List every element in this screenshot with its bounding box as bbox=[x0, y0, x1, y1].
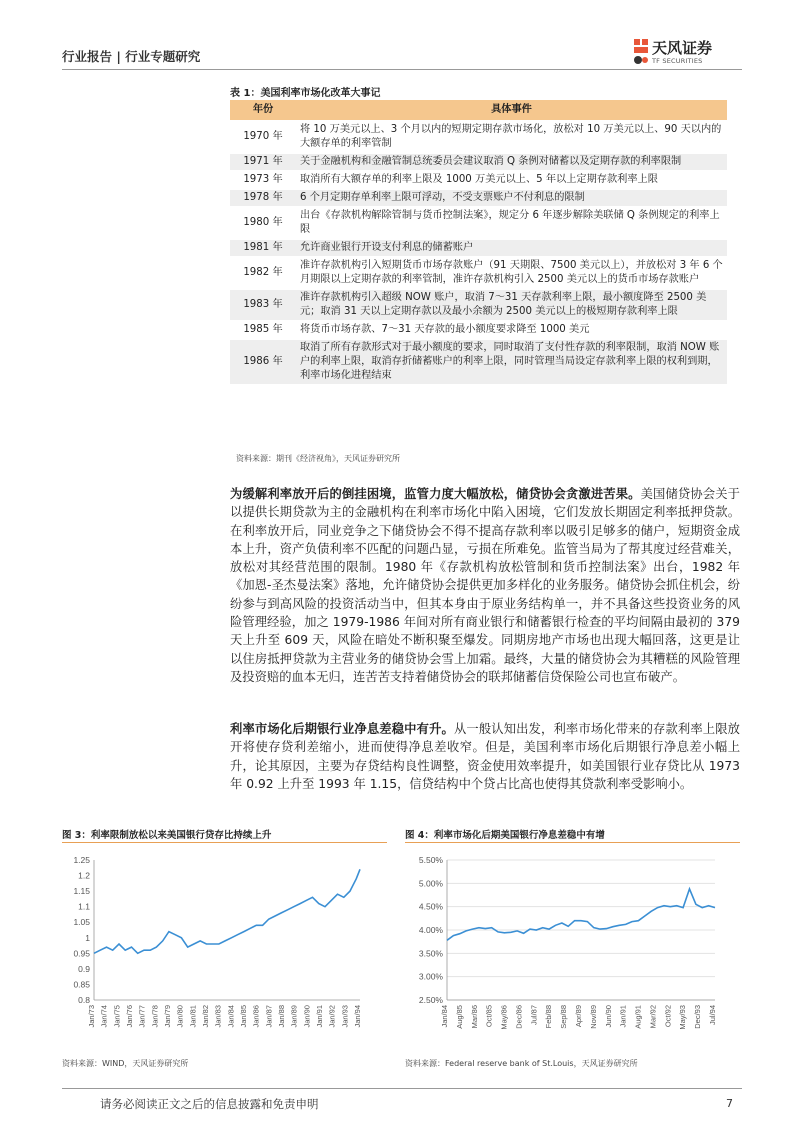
y-tick-label: 1 bbox=[85, 932, 90, 943]
figure-4-source: 资料来源：Federal reserve bank of St.Louis，天风证券研究所 bbox=[405, 1059, 638, 1068]
x-tick-label: Mar/92 bbox=[648, 1005, 658, 1029]
paragraph-body: 美国储贷协会关于以提供长期贷款为主的金融机构在利率市场化中陷入困境，它们发放长期固定利率抵押贷款。在利率放开后，同业竞争之下储贷协会不得不提高存款利率以吸引足够多的储户，短期资金成本上升，资产负债利率不匹配的问题凸显，亏损在所难免。监管当局为了帮其度过经营难关，放松对其经营范围的限制。1980 年《存款机构放松管制和货币控制法案》出台，1982 年《加恩-圣杰曼法案》落地，允许储贷协会提供更加多样化的业务服务。储贷协会抓住机会，纷纷参与到高风险的投资活动当中，但其本身由于原业务结构单一，并不具备这些投资业务的风险管理经验，加之 1979-1986 年间对所有商业银行和储蓄银行检查的平均间隔由最初的 379 天上升至 609 天，风险在暗处不断积聚至爆发。同期房地产市场也出现大幅回落，这更是让以住房抵押贷款为主营业务的储贷协会雪上加霜。最终，大量的储贷协会为其糟糕的风险管理及投资赔的血本无归，连苦苦支持着储贷协会的联邦储蓄信贷保险公司也宣布破产。 bbox=[230, 487, 740, 684]
x-tick-label: Jan/94 bbox=[353, 1005, 362, 1028]
y-tick-label: 3.50% bbox=[418, 948, 443, 959]
figure-4-title: 图 4：利率市场化后期美国银行净息差稳中有增 bbox=[405, 830, 605, 841]
y-tick-label: 5.00% bbox=[418, 878, 443, 889]
y-tick-label: 5.50% bbox=[418, 855, 443, 865]
table-row bbox=[230, 172, 727, 188]
logo-name-en: TF SECURITIES bbox=[652, 57, 703, 65]
cell-event: 出台《存款机构解除管制与货币控制法案》，规定分 6 年逐步解除美联储 Q 条例规定的利率上限 bbox=[300, 210, 720, 235]
table-row bbox=[230, 240, 727, 256]
y-tick-label: 4.00% bbox=[418, 925, 443, 935]
y-tick-label: 1.2 bbox=[78, 870, 90, 881]
x-tick-label: Jan/74 bbox=[99, 1005, 109, 1028]
x-tick-label: Jul/94 bbox=[708, 1005, 717, 1026]
logo-name-cn: 天风证券 bbox=[652, 39, 713, 57]
y-tick-label: 0.9 bbox=[78, 963, 90, 974]
paragraph-lead: 利率市场化后期银行业净息差稳中有升。 bbox=[230, 722, 454, 736]
header-divider bbox=[62, 69, 742, 70]
figure-3-source: 资料来源：WIND，天风证券研究所 bbox=[62, 1059, 189, 1068]
cell-event: 6 个月定期存单利率上限可浮动，不受支票账户不付利息的限制 bbox=[296, 190, 727, 206]
cell-year: 1981 年 bbox=[230, 240, 296, 256]
x-tick-label: Sep/88 bbox=[559, 1005, 569, 1029]
column-header-event: 具体事件 bbox=[296, 100, 727, 120]
x-tick-label: Jan/80 bbox=[175, 1005, 185, 1028]
x-tick-label: Jan/91 bbox=[315, 1005, 324, 1028]
y-tick-label: 2.50% bbox=[418, 995, 443, 1005]
x-tick-label: Jan/90 bbox=[302, 1005, 312, 1028]
x-tick-label: Jan/85 bbox=[239, 1005, 248, 1028]
cell-year: 1985 年 bbox=[243, 324, 283, 335]
y-tick-label: 0.85 bbox=[73, 979, 90, 990]
events-table bbox=[230, 98, 727, 386]
x-tick-label: Oct/92 bbox=[663, 1005, 673, 1028]
table-row bbox=[230, 290, 727, 320]
cell-year: 1986 年 bbox=[230, 340, 296, 384]
x-tick-label: Jan/84 bbox=[226, 1005, 236, 1028]
x-tick-label: Jun/90 bbox=[603, 1005, 613, 1028]
table-row bbox=[230, 122, 727, 152]
x-tick-label: Jan/89 bbox=[289, 1005, 299, 1028]
x-tick-label: Oct/85 bbox=[484, 1005, 494, 1028]
cell-event: 将 10 万美元以上、3 个月以内的短期定期存款市场化，放松对 10 万美元以上、90 天以内的大额存单的利率管制 bbox=[300, 124, 722, 149]
x-tick-label: Feb/88 bbox=[544, 1005, 554, 1029]
cell-year: 1970 年 bbox=[243, 131, 283, 142]
x-tick-label: Jan/91 bbox=[618, 1005, 628, 1028]
y-tick-label: 3.00% bbox=[418, 971, 443, 982]
table-row bbox=[230, 258, 727, 288]
paragraph-lead: 为缓解利率放开后的倒挂困境，监管力度大幅放松，储贷协会贪激进苦果。 bbox=[230, 487, 641, 501]
series-line bbox=[94, 869, 360, 953]
y-tick-label: 0.95 bbox=[73, 948, 90, 959]
cell-year: 1983 年 bbox=[230, 290, 296, 320]
x-tick-label: Jan/77 bbox=[137, 1005, 147, 1028]
x-tick-label: Jan/93 bbox=[340, 1005, 350, 1028]
table-row bbox=[230, 208, 727, 238]
y-tick-label: 1.25 bbox=[73, 855, 90, 865]
x-tick-label: Jan/82 bbox=[201, 1005, 210, 1028]
x-tick-label: Jan/86 bbox=[251, 1005, 261, 1028]
footer-divider bbox=[62, 1088, 742, 1089]
figure-3-title: 图 3：利率限制放松以来美国银行贷存比持续上升 bbox=[62, 830, 272, 841]
x-tick-label: Jan/79 bbox=[163, 1005, 172, 1028]
table-row bbox=[230, 154, 727, 170]
cell-year: 1982 年 bbox=[243, 267, 283, 278]
x-tick-label: Jan/87 bbox=[264, 1005, 274, 1028]
x-tick-label: Jan/76 bbox=[125, 1005, 134, 1028]
figure-4-rule bbox=[405, 842, 740, 843]
x-tick-label: Jan/78 bbox=[150, 1005, 160, 1028]
cell-year: 1980 年 bbox=[243, 217, 283, 228]
x-tick-label: Dec/93 bbox=[693, 1005, 703, 1029]
x-tick-label: Jan/83 bbox=[213, 1005, 223, 1028]
x-tick-label: May/86 bbox=[499, 1005, 509, 1030]
y-tick-label: 4.50% bbox=[418, 901, 443, 912]
y-tick-label: 1.15 bbox=[73, 886, 90, 897]
table-row bbox=[230, 322, 727, 338]
report-category: 行业报告 | 行业专题研究 bbox=[62, 49, 201, 64]
table-row bbox=[230, 340, 727, 384]
x-tick-label: Mar/86 bbox=[469, 1005, 479, 1029]
y-tick-label: 1.05 bbox=[73, 917, 90, 928]
figure-3-chart bbox=[62, 850, 387, 1050]
x-tick-label: Jan/92 bbox=[327, 1005, 337, 1028]
table-source: 资料来源：期刊《经济视角》，天风证券研究所 bbox=[236, 454, 400, 463]
x-tick-label: Jan/81 bbox=[188, 1005, 198, 1028]
table-title: 表 1：美国利率市场化改革大事记 bbox=[230, 88, 381, 99]
cell-event: 取消所有大额存单的利率上限及 1000 万美元以上、5 年以上定期存款利率上限 bbox=[300, 174, 658, 185]
logo-mark-icon bbox=[632, 37, 650, 67]
cell-year: 1978 年 bbox=[230, 190, 296, 206]
x-tick-label: Jan/73 bbox=[87, 1005, 96, 1028]
cell-event: 准许存款机构引入短期货币市场存款账户（91 天期限、7500 美元以上），并放松对 3 年 6 个月期限以上定期存款的利率管制，准许存款机构引入 2500 美元以上的货币市场存款账户 bbox=[300, 260, 723, 285]
y-tick-label: 1.1 bbox=[78, 901, 90, 912]
y-tick-label: 0.8 bbox=[78, 995, 90, 1005]
events-table-body bbox=[230, 122, 727, 384]
cell-event: 关于金融机构和金融管制总统委员会建议取消 Q 条例对储蓄以及定期存款的利率限制 bbox=[296, 154, 727, 170]
cell-year: 1973 年 bbox=[243, 174, 283, 185]
x-tick-label: Aug/85 bbox=[454, 1005, 464, 1029]
column-header-year: 年份 bbox=[230, 100, 296, 120]
cell-event: 准许存款机构引入超级 NOW 账户，取消 7～31 天存款利率上限，最小额度降至 2500 美元；取消 31 天以上定期存款以及最小余额为 2500 美元以上的极短期存款利率上限 bbox=[296, 290, 727, 320]
x-tick-label: Nov/89 bbox=[588, 1005, 598, 1029]
body-paragraph-net-interest-margin bbox=[230, 720, 740, 793]
x-tick-label: Dec/86 bbox=[514, 1005, 524, 1029]
figure-4-chart bbox=[405, 850, 740, 1050]
cell-event: 取消了所有存款形式对于最小额度的要求，同时取消了支付性存款的利率限制，取消 NOW 账户的利率上限，取消存折储蓄账户的利率上限，同时管理当局设定存款利率上限的权利到期，利率市场化进程结束 bbox=[296, 340, 727, 384]
x-tick-label: Apr/89 bbox=[574, 1005, 583, 1028]
body-paragraph-savings-loan bbox=[230, 485, 740, 686]
x-tick-label: Jul/87 bbox=[529, 1005, 539, 1026]
series-line bbox=[447, 889, 715, 940]
cell-event: 允许商业银行开设支付利息的储蓄账户 bbox=[296, 240, 727, 256]
x-tick-label: Jan/88 bbox=[277, 1005, 286, 1028]
x-tick-label: May/93 bbox=[678, 1005, 688, 1030]
x-tick-label: Jan/84 bbox=[440, 1005, 449, 1028]
cell-event: 将货币市场存款、7～31 天存款的最小额度要求降至 1000 美元 bbox=[300, 324, 590, 335]
x-tick-label: Jan/75 bbox=[112, 1005, 122, 1028]
x-tick-label: Aug/91 bbox=[633, 1005, 643, 1029]
paragraph-body: 从一般认知出发，利率市场化带来的存款利率上限放开将使存贷利差缩小，进而使得净息差收窄。但是，美国利率市场化后期银行净息差小幅上升，论其原因，主要为存贷结构良性调整，资金使用效率提升，如美国银行业存贷比从 1973 年 0.92 上升至 1993 年 1.15，信贷结构中个贷占比高也使得其贷款利率受影响小。 bbox=[230, 722, 740, 791]
table-row bbox=[230, 190, 727, 206]
figure-3-rule bbox=[62, 842, 387, 843]
cell-year: 1971 年 bbox=[230, 154, 296, 170]
company-logo bbox=[632, 37, 742, 71]
page-number: 7 bbox=[726, 1097, 733, 1110]
disclaimer: 请务必阅读正文之后的信息披露和免责申明 bbox=[100, 1097, 319, 1111]
